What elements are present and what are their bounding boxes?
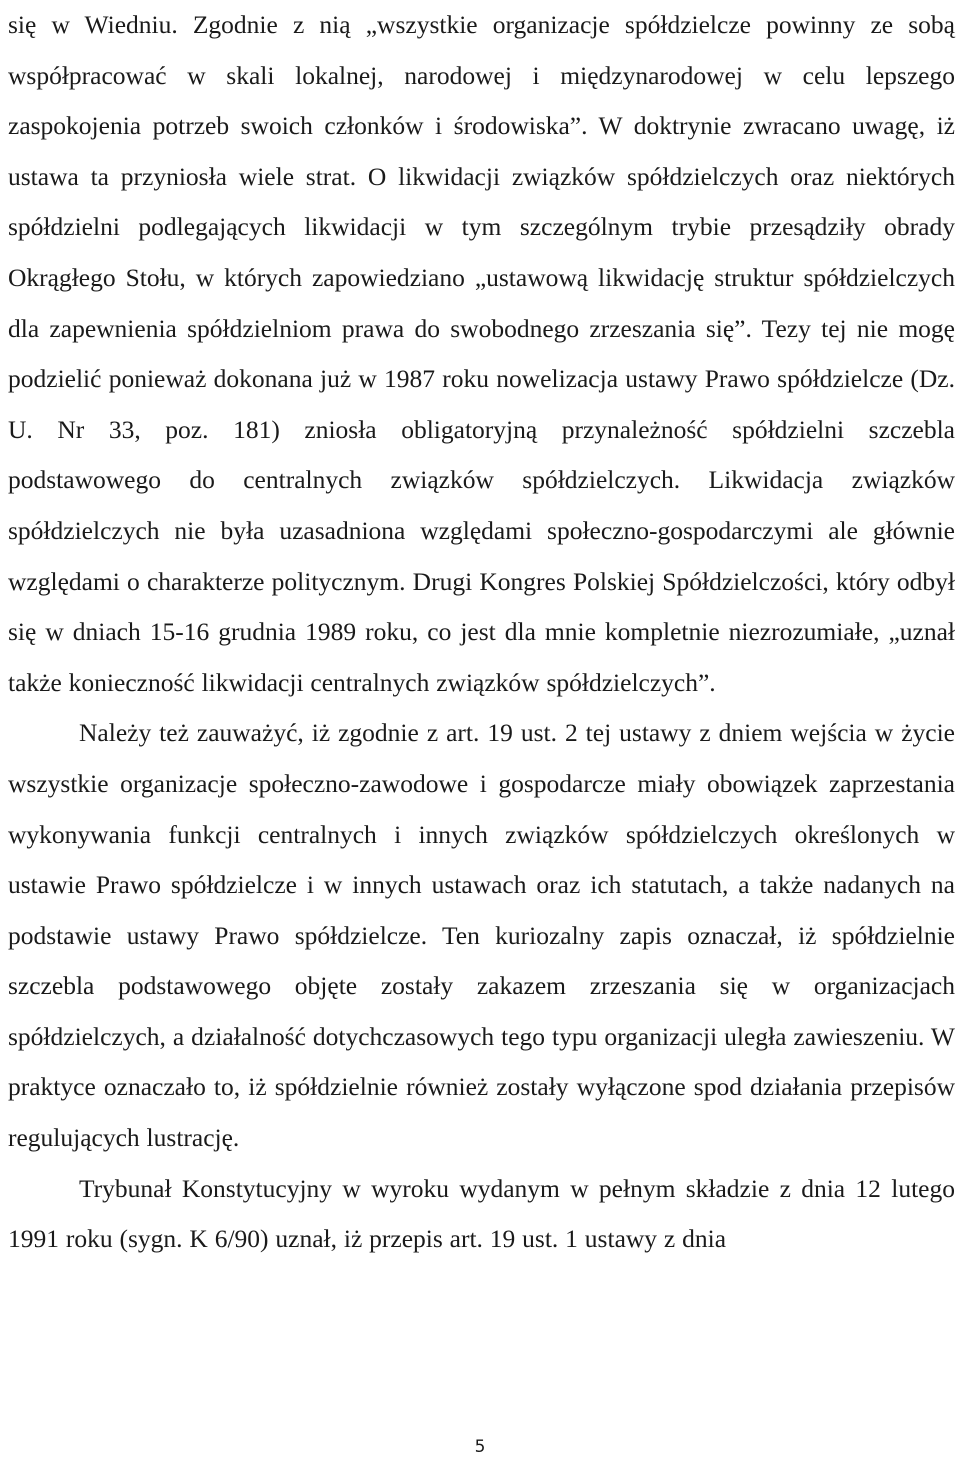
paragraph-3: Trybunał Konstytucyjny w wyroku wydanym w pełnym składzie z dnia 12 lutego 1991 roku (sygn. K 6/90) uznał, iż przepis art. 19 ust. 1 ustawy z dnia (8, 1173, 955, 1254)
paragraph-2: Należy też zauważyć, iż zgodnie z art. 19 ust. 2 tej ustawy z dniem wejścia w życie wszystkie organizacje społeczno-zawodowe i gospodarcze miały obowiązek zaprzestania wykonywania funkcji centralnych i innych związków spółdzielczych określonych w ustawie Prawo spółdzielcze i w innych ustawach oraz ich statutach, a także nadanych na podstawie ustawy Prawo spółdzielcze. Ten kuriozalny zapis oznaczał, iż spółdzielnie szczebla podstawowego objęte zostały zakazem zrzeszania się w organizacjach spółdzielczych, a działalność dotychczasowych tego typu organizacji uległa zawieszeniu. W praktyce oznaczało to, iż spółdzielnie również zostały wyłączone spod działania przepisów regulujących lustrację. (8, 718, 955, 1153)
paragraph-1: się w Wiedniu. Zgodnie z nią „wszystkie organizacje spółdzielcze powinny ze sobą współpracować w skali lokalnej, narodowej i międzynarodowej w celu lepszego zaspokojenia potrzeb swoich członków i środowiska”. W doktrynie zwracano uwagę, iż ustawa ta przyniosła wiele strat. O likwidacji związków spółdzielczych oraz niektórych spółdzielni podlegających likwidacji w tym szczególnym trybie przesądziły obrady Okrągłego Stołu, w których zapowiedziano „ustawową likwidację struktur spółdzielczych dla zapewnienia spółdzielniom prawa do swobodnego zrzeszania się”. Tezy tej nie mogę podzielić ponieważ dokonana już w 1987 roku nowelizacja ustawy Prawo spółdzielcze (Dz. U. Nr 33, poz. 181) zniosła obligatoryjną przynależność spółdzielni szczebla podstawowego do centralnych związków spółdzielczych. Likwidacja związków spółdzielczych nie była uzasadniona względami społeczno-gospodarczymi ale głównie względami o charakterze politycznym. Drugi Kongres Polskiej Spółdzielczości, który odbył się w dniach 15-16 grudnia 1989 roku, co jest dla mnie kompletnie niezrozumiałe, „uznał także konieczność likwidacji centralnych związków spółdzielczych”. (8, 10, 955, 697)
page-number: 5 (474, 1437, 486, 1457)
document-body (8, 0, 955, 1265)
